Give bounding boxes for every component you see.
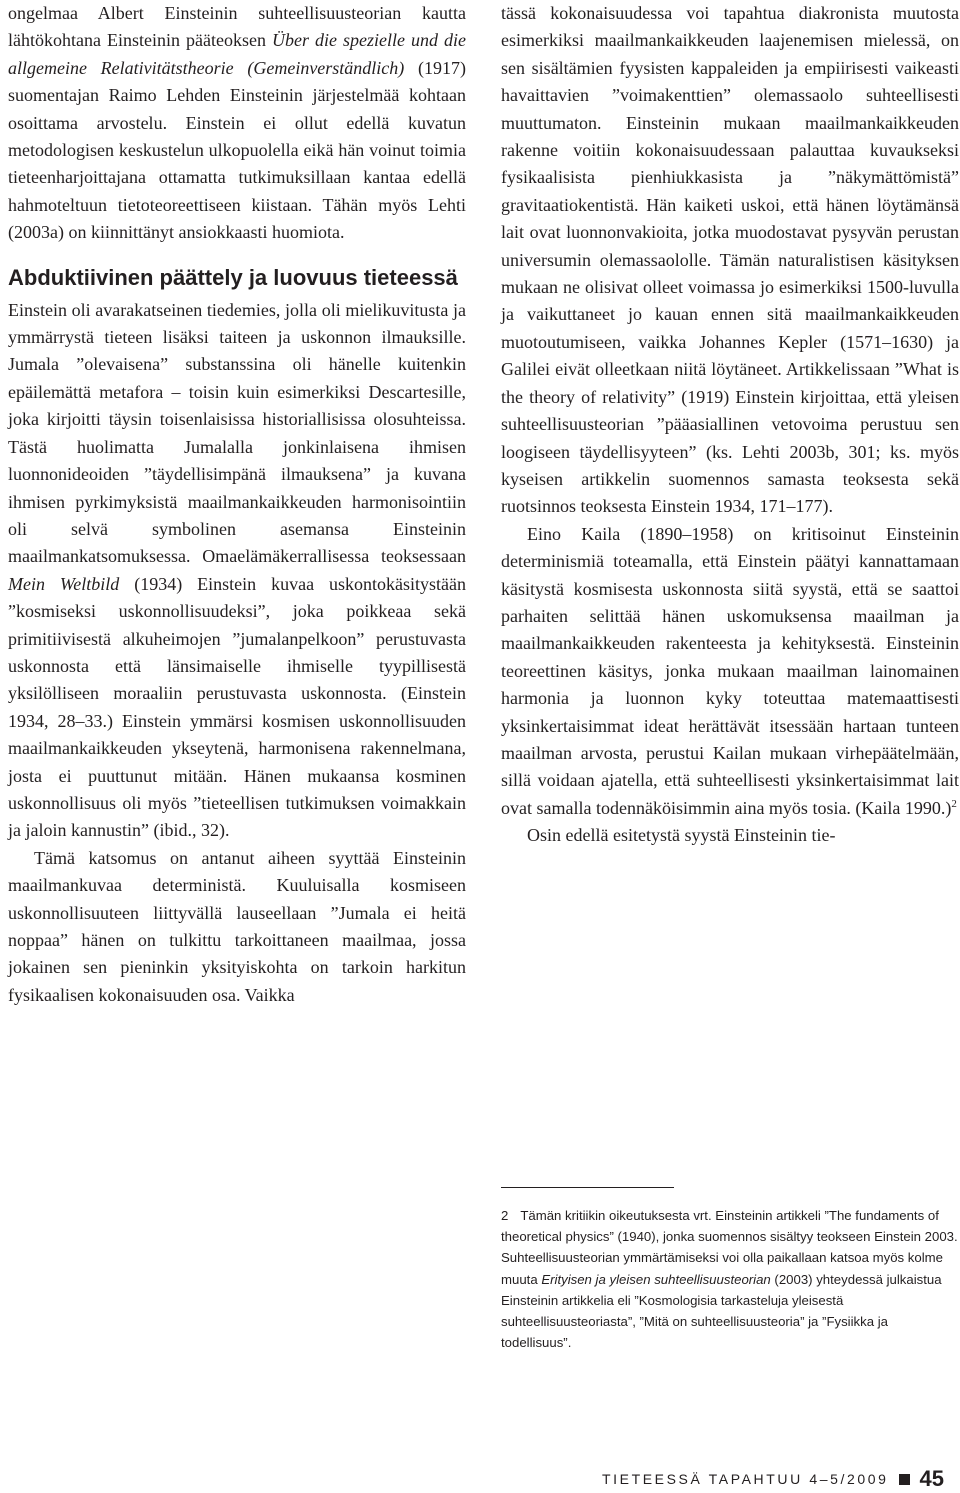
body-paragraph: Einstein oli avarakatseinen tiedemies, jolla oli mielikuvitusta ja ymmärrystä tieteen lisäksi taiteen ja uskonnon ilmauksille. Jumala ”olevaisena” substanssina oli hänelle kuitenkin epäilemättä metafora – toisin kuin esimerkiksi Descartesille, joka kirjoitti täysin toisenlaisissa historiallisissa olosuhteissa. Tästä huolimatta Jumalalla jonkinlaisena ihmisen luonnonideoiden ”täydellisimpänä ilmauksena” ja kuvana ihmisen pyrkimyksistä maailmankaikkeuden harmonisointiin oli selvä symbolinen asemansa Einsteinin maailmankatsomuksessa. Omaelämäkerrallisessa teoksessaan Mein Weltbild (1934) Einstein kuvaa uskontokäsitystään ”kosmiseksi uskonnollisuudeksi”, joka poikkeaa sekä primitiivisestä alkuheimojen ”jumalanpelkoon” perustuvasta uskonnosta että länsimaiselle ihmiselle tyypillisestä yksilölliseen moraaliin perustuvasta uskonnosta. (Einstein 1934, 28–33.) Einstein ymmärsi kosmisen uskonnollisuuden maailmankaikkeuden ykseytenä, harmonisena rakennelmana, josta ei puuttunut mitään. Hänen mukaansa kosminen uskonnollisuus oli myös ”tieteellisen tutkimuksen voimakkain ja jaloin kannustin” (ibid., 32). <box>8 299 466 841</box>
journal-name: TIETEESSÄ TAPAHTUU 4–5/2009 <box>602 1471 889 1487</box>
page-number: 45 <box>919 1466 944 1491</box>
body-paragraph: Tämä katsomus on antanut aiheen syyttää Einsteinin maailmankuvaa deterministä. Kuuluisalla kosmiseen uskonnollisuuteen liittyvällä lauseellaan ”Jumala ei heitä noppaa” hänen on tulkittu tarkoittaneen maailmaa, jossa jokainen sen pieninkin yksityiskohta on tarkoin harkitun fysikaalisen kokonaisuuden osa. Vaikka <box>8 847 466 1005</box>
left-column <box>8 0 466 1009</box>
body-paragraph: ongelmaa Albert Einsteinin suhteellisuusteorian kautta lähtökohtana Einsteinin pääteoksen Über die spezielle und die allgemeine Relativitätstheorie (Gemeinverständlich) (1917) suomentajan Raimo Lehden Einsteinin järjestelmää kohtaan osoittama arvostelu. Einstein ei ollut edellä kuvatun metodologisen keskustelun ulkopuolella eikä hän voinut toimia tieteenharjoittajana ottamatta tutkimuksillaan kantaa edellä hahmoteltuun tietoteoreettiseen kiistaan. Tähän myös Lehti (2003a) on kiinnittänyt ansiokkaasti huomiota. <box>8 3 466 243</box>
footnote-text: Tämän kritiikin oikeutuksesta vrt. Einsteinin artikkeli ”The fundaments of theoretical physics” (1940), jonka suomennos sisältyy teokseen Einstein 2003. Suhteellisuusteorian ymmärtämiseksi voi olla paikallaan katsoa myös kolme muuta Erityisen ja yleisen suhteellisuusteorian (2003) yhteydessä julkaistua Einsteinin artikkelia eli ”Kosmologisia tarkasteluja yleisestä suhteellisuusteoriasta”, ”Mitä on suhteellisuusteoria” ja ”Fysiikka ja todellisuus”. <box>501 1208 958 1351</box>
footnote-number: 2 <box>501 1208 509 1223</box>
page-footer <box>602 1466 944 1492</box>
section-heading: Abduktiivinen päättely ja luovuus tieteessä <box>8 264 458 290</box>
body-paragraph: Osin edellä esitetystä syystä Einsteinin tie- <box>527 825 836 846</box>
square-bullet-icon <box>899 1474 910 1485</box>
body-paragraph: tässä kokonaisuudessa voi tapahtua diakronista muutosta esimerkiksi maailmankaikkeuden laajenemisen mielessä, on sen sisältämien fyysisten kappaleiden ja empiirisesti vaikeasti havaittavien ”voimakenttien” olemassaolo suhteellisesti muuttumaton. Einsteinin mukaan maailmankaikkeuden rakenne voitiin kokonaisuudessaan palauttaa kuvaukseksi fysikaalisista pienhiukkasista ja ”näkymättömistä” gravitaatiokentistä. Hän kaiketi uskoi, että hänen löytämänsä lait ovat luonnonvakioita, jotka muodostavat pysyvän perustan universumin olemassaololle. Tämän naturalistisen käsityksen mukaan ne olisivat olleet voimassa jo esimerkiksi 1500-luvulla ja vaikuttaneet jo kauan ennen sitä maailmankaikkeuden muotoutumiseen, vaikka Johannes Kepler (1571–1630) ja Galilei eivät olleetkaan niitä löytäneet. Artikkelissaan ”What is the theory of relativity” (1919) Einstein kirjoittaa, että yleisen suhteellisuusteorian ”pääasiallinen vetovoima perustuu sen loogiseen täydellisyyteen” (ks. Lehti 2003b, 301; ks. myös kyseisen artikkelin suomennos samasta teoksesta sekä ruotsinnos teoksesta Einstein 1934, 171–177). <box>501 3 959 517</box>
body-paragraph: Eino Kaila (1890–1958) on kritisoinut Einsteinin determinismiä toteamalla, että Einstein päätyi kannattamaan käsitystä kosmisesta uskonnosta siitä syystä, että se saattoi parhaiten selittää hänen uskomuksensa maailman ja maailmankaikkeuden rakenteesta ja kehityksestä. Einsteinin teoreettinen käsitys, jonka mukaan maailman lainomainen harmonia ja luonnon kyky toteuttaa matemaattisesti yksinkertaisimmat ideat herättävät itsessään hartaan tunteen maailman arvosta, perustui Kailan mukaan virhepäätelmään, sillä voidaan ajatella, että suhteellisesti yksinkertaisimmat lait ovat samalla todennäköisimmin aina myös tosia. (Kaila 1990.)$^2$ <box>501 523 959 818</box>
footnote <box>501 1205 959 1353</box>
right-column <box>501 0 959 850</box>
footnote-divider <box>501 1187 674 1188</box>
